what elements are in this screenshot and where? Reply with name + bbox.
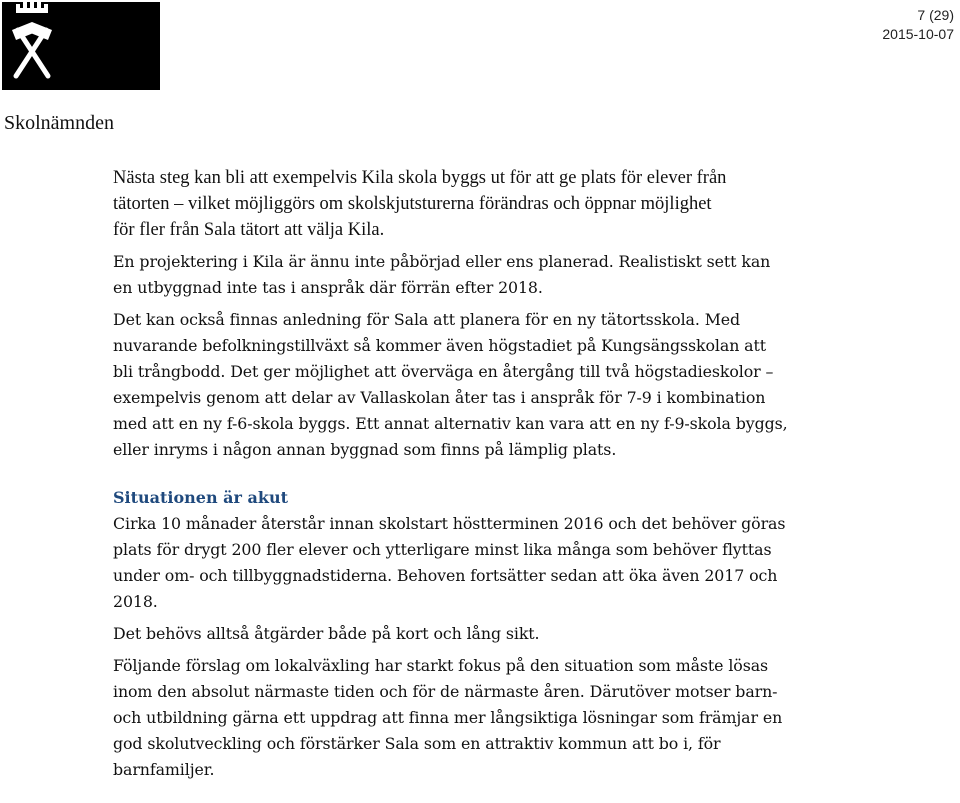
- paragraph-2: [113, 249, 853, 301]
- text-line: god skolutveckling och förstärker Sala som en attraktiv kommun att bo i, för: [113, 734, 721, 753]
- text-line: med att en ny f-6-skola byggs. Ett annat alternativ kan vara att en ny f-9-skola byggs,: [113, 414, 788, 433]
- text-line: inom den absolut närmaste tiden och för de närmaste åren. Därutöver motser barn-: [113, 682, 778, 701]
- text-line: nuvarande befolkningstillväxt så kommer även högstadiet på Kungsängsskolan att: [113, 336, 767, 355]
- text-line: Följande förslag om lokalväxling har starkt fokus på den situation som måste lösas: [113, 656, 769, 675]
- text-line: tätorten – vilket möjliggörs om skolskjutsturerna förändras och öppnar möjlighet: [113, 194, 712, 214]
- text-line: under om- och tillbyggnadstiderna. Behoven fortsätter sedan att öka även 2017 och: [113, 566, 778, 585]
- paragraph-6: [113, 653, 853, 783]
- text-line: 2018.: [113, 592, 158, 611]
- text-line: En projektering i Kila är ännu inte påbörjad eller ens planerad. Realistiskt sett kan: [113, 252, 771, 271]
- text-line: plats för drygt 200 fler elever och ytterligare minst lika många som behöver flyttas: [113, 540, 772, 559]
- document-date: 2015-10-07: [882, 26, 954, 42]
- text-line: för fler från Sala tätort att välja Kila.: [113, 220, 385, 240]
- crossed-hammers-crown-icon: [2, 2, 160, 90]
- paragraph-4: [113, 511, 853, 615]
- page-number: 7 (29): [917, 7, 954, 23]
- section-heading: Situationen är akut: [113, 488, 289, 507]
- text-line: Nästa steg kan bli att exempelvis Kila skola byggs ut för att ge plats för elever från: [113, 168, 727, 188]
- document-body: [113, 165, 853, 783]
- municipality-logo: [2, 2, 160, 90]
- text-line: exempelvis genom att delar av Vallaskolan åter tas i anspråk för 7-9 i kombination: [113, 388, 766, 407]
- paragraph-1: [113, 165, 853, 243]
- text-line: och utbildning gärna ett uppdrag att finna mer långsiktiga lösningar som främjar en: [113, 708, 783, 727]
- page-meta: [882, 6, 954, 44]
- text-line: Det kan också finnas anledning för Sala att planera för en ny tätortsskola. Med: [113, 310, 741, 329]
- text-line: eller inryms i någon annan byggnad som finns på lämplig plats.: [113, 440, 617, 459]
- text-line: en utbyggnad inte tas i anspråk där förrän efter 2018.: [113, 278, 543, 297]
- text-line: barnfamiljer.: [113, 760, 215, 779]
- text-line: Cirka 10 månader återstår innan skolstart höstterminen 2016 och det behöver göras: [113, 514, 786, 533]
- paragraph-3: [113, 307, 853, 463]
- paragraph-5: [113, 621, 853, 647]
- text-line: Det behövs alltså åtgärder både på kort och lång sikt.: [113, 624, 540, 643]
- organization-name: Skolnämnden: [4, 112, 114, 134]
- text-line: bli trångbodd. Det ger möjlighet att överväga en återgång till två högstadieskolor –: [113, 362, 774, 381]
